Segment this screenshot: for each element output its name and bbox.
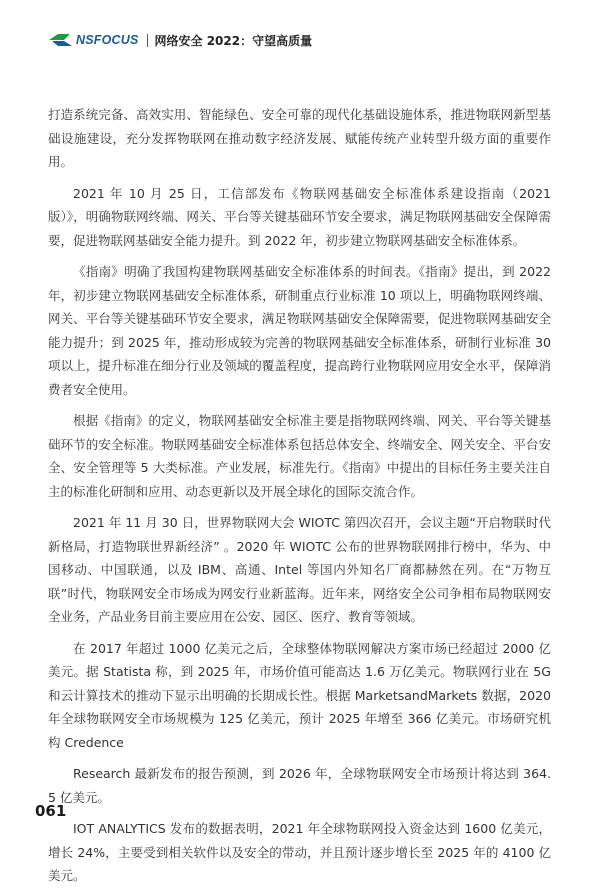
nsfocus-logo <box>48 30 139 50</box>
header-divider <box>147 34 148 47</box>
paragraph: 2021 年 11 月 30 日，世界物联网大会 WIOTC 第四次召开，会议主题“开启物联时代新格局，打造物联世界新经济” 。2020 年 WIOTC 公布的世界物联网排行榜中，华为、中国移动、中国联通，以及 IBM、高通、Intel 等国内外知名厂商都赫然在列。在“万物互联”时代，物联网安全市场成为网安行业新蓝海。近年来，网络安全公司争相布局物联网安全业务，产品业务目前主要应用在公安、园区、医疗、教育等领域。 <box>48 515 551 624</box>
brand-name: NSFOCUS <box>76 33 139 47</box>
paragraph: IOT ANALYTICS 发布的数据表明，2021 年全球物联网投入资金达到 1600 亿美元，增长 24%，主要受到相关软件以及安全的带动，并且预计逐步增长至 2025 年的 4100 亿美元。 <box>48 821 551 883</box>
page-number: 061 <box>35 802 67 820</box>
paragraph: Research 最新发布的报告预测，到 2026 年，全球物联网安全市场预计将达到 364.5 亿美元。 <box>48 766 551 805</box>
logo-mark-icon <box>48 32 74 48</box>
paragraph: 《指南》明确了我国构建物联网基础安全标准体系的时间表。《指南》提出，到 2022 年，初步建立物联网基础安全标准体系，研制重点行业标准 10 项以上，明确物联网终端、网关、平台等关键基础环节安全要求，满足物联网基础安全保障需要，促进物联网基础安全能力提升；到 2025 年，推动形成较为完善的物联网基础安全标准体系，研制行业标准 30 项以上，提升标准在细分行业及领域的覆盖程度，提高跨行业物联网应用安全水平，保障消费者安全使用。 <box>48 264 551 397</box>
body-text <box>48 103 551 896</box>
header-title: 网络安全 2022：守望高质量 <box>154 33 313 48</box>
page-header <box>48 30 312 50</box>
paragraph: 2021 年 10 月 25 日，工信部发布《物联网基础安全标准体系建设指南（2021 版）》，明确物联网终端、网关、平台等关键基础环节安全要求，满足物联网基础安全保障需要，促进物联网基础安全能力提升。到 2022 年，初步建立物联网基础安全标准体系。 <box>48 185 551 248</box>
paragraph: 在 2017 年超过 1000 亿美元之后，全球整体物联网解决方案市场已经超过 2000 亿美元。据 Statista 称，到 2025 年，市场价值可能高达 1.6 万亿美元。物联网行业在 5G 和云计算技术的推动下显示出明确的长期成长性。根据 MarketsandMarkets 数据，2020 年全球物联网安全市场规模为 125 亿美元，预计 2025 年增至 366 亿美元。市场研究机构 Credence <box>48 640 551 750</box>
paragraph: 打造系统完备、高效实用、智能绿色、安全可靠的现代化基础设施体系，推进物联网新型基础设施建设，充分发挥物联网在推动数字经济发展、赋能传统产业转型升级方面的重要作用。 <box>48 107 551 169</box>
paragraph: 根据《指南》的定义，物联网基础安全标准主要是指物联网终端、网关、平台等关键基础环节的安全标准。物联网基础安全标准体系包括总体安全、终端安全、网关安全、平台安全、安全管理等 5 大类标准。产业发展，标准先行。《指南》中提出的目标任务主要关注自主的标准化研制和应用、动态更新以及开展全球化的国际交流合作。 <box>48 413 551 499</box>
